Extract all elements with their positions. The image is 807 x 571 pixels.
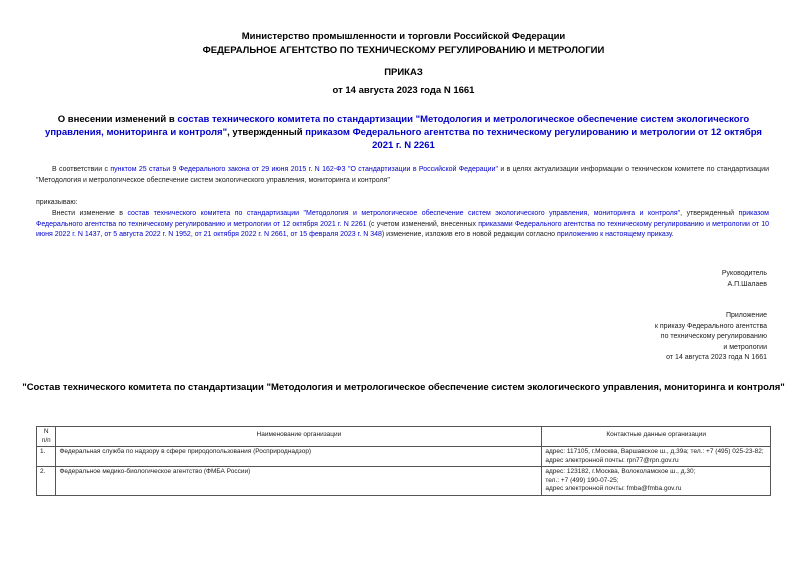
link-federal-law-162[interactable]: пунктом 25 статьи 9 Федерального закона от 29 июня 2015 г. N 162-ФЗ "О стандартизации в Российской Федерации" <box>110 166 498 173</box>
header-contacts: Контактные данные организации <box>542 427 771 447</box>
link-order-2261[interactable]: приказом Федерального агентства по техническому регулированию и метрологии от 12 октября 2021 г. N 2261 <box>305 127 762 151</box>
subject-middle: , утвержденный <box>227 127 306 138</box>
row-number: 1. <box>37 447 56 467</box>
signature-role: Руководитель <box>721 270 767 277</box>
signature-name: А.П.Шалаев <box>727 280 767 288</box>
header-number-line-1: N <box>43 428 49 435</box>
link-committee-composition-body[interactable]: состав технического комитета по стандартизации "Методология и метрологическое обеспечение систем экологического управления, мониторинга и контроля" <box>127 210 681 217</box>
contact-line: адрес электронной почты: fmba@fmba.gov.ru <box>545 485 682 492</box>
table-header-row <box>37 427 771 447</box>
contact-line: адрес: 117105, г.Москва, Варшавское ш., д.39а; тел.: +7 (495) 025-23-82; <box>545 448 764 455</box>
order-subject <box>36 113 771 152</box>
header-org-name: Наименование организации <box>56 427 542 447</box>
order-word: приказываю: <box>36 199 78 206</box>
row-contacts <box>542 447 771 467</box>
appendix-block <box>547 311 767 364</box>
body-text-1: Внести изменение в <box>52 210 128 217</box>
preamble-text-2: и в целях актуализации информации о техническом комитете по стандартизации "Методология и метрологическое обеспечение систем экологического управления, мониторинга и контроля" <box>36 166 769 184</box>
preamble-text-1: В соответствии с <box>52 166 111 173</box>
appendix-line-1: Приложение <box>725 312 767 319</box>
document-date: от 14 августа 2023 года N 1661 <box>332 85 475 96</box>
document-type: ПРИКАЗ <box>384 67 423 78</box>
order-body-paragraph <box>36 209 769 241</box>
composition-title: "Состав технического комитета по стандартизации "Методология и метрологическое обеспечение систем экологического управления, мониторинга и контроля" <box>22 382 785 393</box>
preamble-paragraph <box>36 165 769 186</box>
appendix-line-5: от 14 августа 2023 года N 1661 <box>666 354 767 361</box>
signature-block <box>567 269 767 290</box>
body-text-4: , <box>100 231 105 238</box>
row-org-name: Федеральная служба по надзору в сфере природопользования (Росприроднадзор) <box>56 447 542 467</box>
table-row <box>37 447 771 467</box>
body-text-3: (с учетом изменений, внесенных <box>366 220 479 228</box>
link-order-2261-body[interactable]: приказом Федерального агентства по техническому регулированию и метрологии от 12 октября 2021 г. N 2261 <box>36 210 769 228</box>
contact-line: адрес: 123182, г.Москва, Волоколамское ш., д.30; <box>545 468 696 475</box>
appendix-line-4: и метрологии <box>723 343 767 351</box>
row-org-name: Федеральное медико-биологическое агентство (ФМБА России) <box>56 467 542 496</box>
contact-line: адрес электронной почты: rpn77@rpn.gov.ru <box>545 456 679 464</box>
appendix-line-2: к приказу Федерального агентства <box>654 322 767 330</box>
body-text-2: , утвержденный <box>680 210 739 217</box>
link-order-1952[interactable]: от 5 августа 2022 г. N 1952 <box>104 231 191 238</box>
body-text-8: . <box>671 231 674 238</box>
link-order-348[interactable]: от 15 февраля 2023 г. N 348 <box>290 231 382 238</box>
link-order-1437[interactable]: приказами Федерального агентства по техническому регулированию и метрологии от 10 июня 2022 г. N 1437 <box>36 220 770 238</box>
header-number <box>37 427 56 447</box>
link-order-2661[interactable]: от 21 октября 2022 г. N 2661 <box>194 231 287 238</box>
subject-prefix: О внесении изменений в <box>57 114 178 125</box>
link-committee-composition[interactable]: состав технического комитета по стандартизации "Методология и метрологическое обеспечение систем экологического управления, мониторинга и контроля" <box>45 114 750 138</box>
link-appendix[interactable]: приложению к настоящему приказу <box>557 231 672 238</box>
body-text-5: , <box>190 231 195 238</box>
organizations-table <box>36 426 771 496</box>
body-text-6: , <box>286 231 291 238</box>
header-number-line-2: п/п <box>41 436 51 444</box>
agency-name: ФЕДЕРАЛЬНОЕ АГЕНТСТВО ПО ТЕХНИЧЕСКОМУ РЕГУЛИРОВАНИЮ И МЕТРОЛОГИИ <box>202 45 605 56</box>
body-text-7: ) изменение, изложив его в новой редакции согласно <box>381 231 558 238</box>
appendix-line-3: по техническому регулированию <box>660 333 767 340</box>
contact-line: тел.: +7 (499) 190-07-25; <box>545 476 619 484</box>
ministry-name: Министерство промышленности и торговли Российской Федерации <box>241 31 566 42</box>
row-contacts <box>542 467 771 496</box>
table-row <box>37 467 771 496</box>
row-number: 2. <box>37 467 56 496</box>
